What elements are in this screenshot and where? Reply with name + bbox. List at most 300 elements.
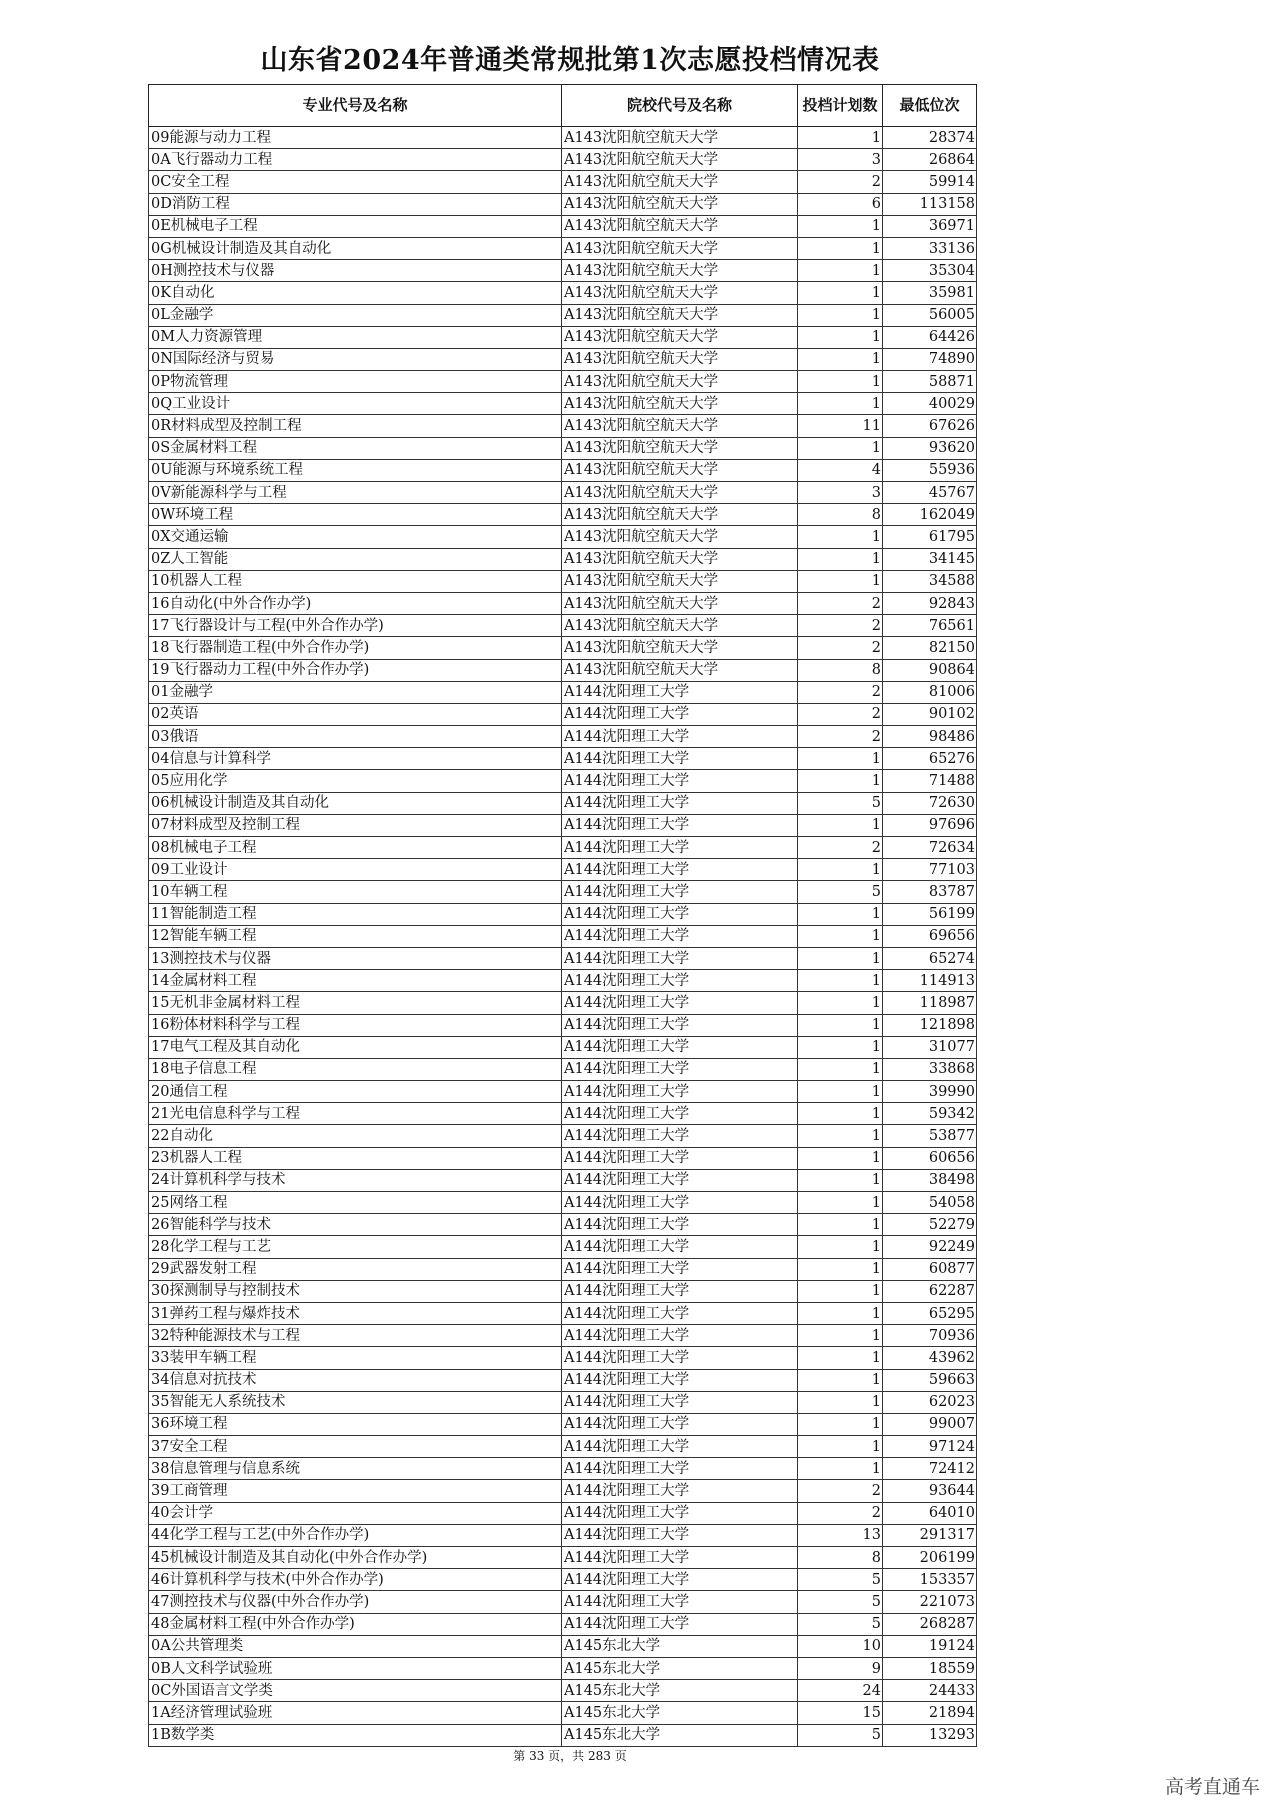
- cell-major: 16粉体材料科学与工程: [149, 1014, 562, 1036]
- cell-rank: 33868: [883, 1058, 977, 1080]
- table-row: [149, 548, 977, 570]
- cell-school: A143沈阳航空航天大学: [562, 237, 798, 259]
- cell-rank: 59663: [883, 1369, 977, 1391]
- cell-plan: 1: [798, 1391, 883, 1413]
- table-row: [149, 1081, 977, 1103]
- cell-rank: 39990: [883, 1081, 977, 1103]
- cell-major: 0Q工业设计: [149, 393, 562, 415]
- cell-rank: 76561: [883, 615, 977, 637]
- cell-plan: 1: [798, 770, 883, 792]
- cell-plan: 1: [798, 1103, 883, 1125]
- cell-major: 29武器发射工程: [149, 1258, 562, 1280]
- cell-rank: 92843: [883, 592, 977, 614]
- cell-plan: 1: [798, 1125, 883, 1147]
- table-row: [149, 1147, 977, 1169]
- cell-plan: 1: [798, 859, 883, 881]
- cell-major: 34信息对抗技术: [149, 1369, 562, 1391]
- cell-major: 06机械设计制造及其自动化: [149, 792, 562, 814]
- cell-major: 0C外国语言文学类: [149, 1680, 562, 1702]
- table-row: [149, 1058, 977, 1080]
- cell-plan: 2: [798, 1502, 883, 1524]
- table-row: [149, 681, 977, 703]
- cell-rank: 114913: [883, 970, 977, 992]
- table-row: [149, 570, 977, 592]
- table-row: [149, 304, 977, 326]
- cell-major: 14金属材料工程: [149, 970, 562, 992]
- table-row: [149, 1502, 977, 1524]
- cell-rank: 72630: [883, 792, 977, 814]
- cell-rank: 118987: [883, 992, 977, 1014]
- cell-school: A144沈阳理工大学: [562, 1036, 798, 1058]
- table-row: [149, 1613, 977, 1635]
- cell-plan: 1: [798, 947, 883, 969]
- cell-plan: 3: [798, 149, 883, 171]
- table-row: [149, 1125, 977, 1147]
- cell-plan: 11: [798, 415, 883, 437]
- cell-school: A144沈阳理工大学: [562, 859, 798, 881]
- cell-rank: 65274: [883, 947, 977, 969]
- table-row: [149, 1635, 977, 1657]
- cell-major: 48金属材料工程(中外合作办学): [149, 1613, 562, 1635]
- cell-plan: 2: [798, 726, 883, 748]
- table-header-row: [149, 85, 977, 127]
- cell-plan: 1: [798, 1236, 883, 1258]
- cell-plan: 1: [798, 526, 883, 548]
- cell-major: 05应用化学: [149, 770, 562, 792]
- table-row: [149, 726, 977, 748]
- cell-school: A143沈阳航空航天大学: [562, 304, 798, 326]
- cell-plan: 1: [798, 1280, 883, 1302]
- table-row: [149, 637, 977, 659]
- cell-plan: 1: [798, 1147, 883, 1169]
- table-row: [149, 526, 977, 548]
- cell-major: 44化学工程与工艺(中外合作办学): [149, 1524, 562, 1546]
- cell-rank: 18559: [883, 1657, 977, 1679]
- cell-plan: 2: [798, 171, 883, 193]
- table-row: [149, 1724, 977, 1746]
- cell-major: 28化学工程与工艺: [149, 1236, 562, 1258]
- cell-school: A143沈阳航空航天大学: [562, 348, 798, 370]
- cell-plan: 2: [798, 592, 883, 614]
- cell-school: A143沈阳航空航天大学: [562, 548, 798, 570]
- cell-rank: 62023: [883, 1391, 977, 1413]
- cell-major: 40会计学: [149, 1502, 562, 1524]
- cell-major: 10机器人工程: [149, 570, 562, 592]
- cell-rank: 291317: [883, 1524, 977, 1546]
- cell-plan: 6: [798, 193, 883, 215]
- cell-major: 09能源与动力工程: [149, 127, 562, 149]
- cell-major: 0P物流管理: [149, 371, 562, 393]
- cell-rank: 36971: [883, 215, 977, 237]
- table-row: [149, 1524, 977, 1546]
- cell-plan: 1: [798, 903, 883, 925]
- table-row: [149, 837, 977, 859]
- cell-major: 0Z人工智能: [149, 548, 562, 570]
- cell-rank: 33136: [883, 237, 977, 259]
- table-row: [149, 1236, 977, 1258]
- cell-rank: 21894: [883, 1702, 977, 1724]
- table-row: [149, 1192, 977, 1214]
- cell-school: A144沈阳理工大学: [562, 1214, 798, 1236]
- cell-plan: 2: [798, 837, 883, 859]
- table-row: [149, 1347, 977, 1369]
- table-row: [149, 1014, 977, 1036]
- table-row: [149, 1214, 977, 1236]
- table-row: [149, 1369, 977, 1391]
- cell-school: A144沈阳理工大学: [562, 681, 798, 703]
- cell-rank: 35981: [883, 282, 977, 304]
- cell-school: A144沈阳理工大学: [562, 1591, 798, 1613]
- cell-major: 22自动化: [149, 1125, 562, 1147]
- header-rank: 最低位次: [883, 85, 977, 127]
- cell-plan: 2: [798, 637, 883, 659]
- cell-school: A144沈阳理工大学: [562, 1302, 798, 1324]
- cell-school: A144沈阳理工大学: [562, 1413, 798, 1435]
- table-row: [149, 925, 977, 947]
- header-major: 专业代号及名称: [149, 85, 562, 127]
- cell-rank: 35304: [883, 260, 977, 282]
- cell-school: A144沈阳理工大学: [562, 1280, 798, 1302]
- cell-plan: 1: [798, 925, 883, 947]
- cell-school: A143沈阳航空航天大学: [562, 371, 798, 393]
- cell-school: A144沈阳理工大学: [562, 1502, 798, 1524]
- table-row: [149, 881, 977, 903]
- cell-rank: 97124: [883, 1436, 977, 1458]
- cell-rank: 113158: [883, 193, 977, 215]
- cell-major: 0V新能源科学与工程: [149, 482, 562, 504]
- cell-plan: 8: [798, 659, 883, 681]
- cell-plan: 15: [798, 1702, 883, 1724]
- cell-school: A144沈阳理工大学: [562, 1325, 798, 1347]
- cell-major: 38信息管理与信息系统: [149, 1458, 562, 1480]
- table-row: [149, 592, 977, 614]
- cell-major: 09工业设计: [149, 859, 562, 881]
- cell-major: 47测控技术与仪器(中外合作办学): [149, 1591, 562, 1613]
- cell-school: A144沈阳理工大学: [562, 1524, 798, 1546]
- table-row: [149, 171, 977, 193]
- cell-plan: 13: [798, 1524, 883, 1546]
- cell-school: A145东北大学: [562, 1657, 798, 1679]
- cell-plan: 1: [798, 814, 883, 836]
- cell-school: A143沈阳航空航天大学: [562, 260, 798, 282]
- cell-school: A143沈阳航空航天大学: [562, 526, 798, 548]
- cell-school: A144沈阳理工大学: [562, 1613, 798, 1635]
- cell-plan: 1: [798, 1214, 883, 1236]
- cell-major: 31弹药工程与爆炸技术: [149, 1302, 562, 1324]
- cell-school: A144沈阳理工大学: [562, 1458, 798, 1480]
- cell-plan: 5: [798, 881, 883, 903]
- cell-school: A143沈阳航空航天大学: [562, 637, 798, 659]
- cell-school: A144沈阳理工大学: [562, 1125, 798, 1147]
- table-row: [149, 1391, 977, 1413]
- cell-school: A144沈阳理工大学: [562, 1014, 798, 1036]
- cell-rank: 64426: [883, 326, 977, 348]
- cell-school: A143沈阳航空航天大学: [562, 149, 798, 171]
- table-row: [149, 970, 977, 992]
- cell-rank: 26864: [883, 149, 977, 171]
- cell-plan: 8: [798, 504, 883, 526]
- cell-major: 32特种能源技术与工程: [149, 1325, 562, 1347]
- table-row: [149, 1657, 977, 1679]
- cell-rank: 19124: [883, 1635, 977, 1657]
- table-row: [149, 1680, 977, 1702]
- cell-rank: 52279: [883, 1214, 977, 1236]
- cell-school: A144沈阳理工大学: [562, 1258, 798, 1280]
- cell-major: 39工商管理: [149, 1480, 562, 1502]
- cell-major: 25网络工程: [149, 1192, 562, 1214]
- cell-school: A143沈阳航空航天大学: [562, 659, 798, 681]
- cell-rank: 74890: [883, 348, 977, 370]
- table-row: [149, 415, 977, 437]
- cell-major: 18电子信息工程: [149, 1058, 562, 1080]
- table-row: [149, 348, 977, 370]
- cell-major: 0D消防工程: [149, 193, 562, 215]
- cell-school: A144沈阳理工大学: [562, 814, 798, 836]
- cell-major: 07材料成型及控制工程: [149, 814, 562, 836]
- cell-rank: 97696: [883, 814, 977, 836]
- table-row: [149, 1569, 977, 1591]
- table-row: [149, 326, 977, 348]
- cell-major: 0A飞行器动力工程: [149, 149, 562, 171]
- cell-school: A143沈阳航空航天大学: [562, 459, 798, 481]
- cell-major: 37安全工程: [149, 1436, 562, 1458]
- cell-rank: 71488: [883, 770, 977, 792]
- cell-school: A143沈阳航空航天大学: [562, 415, 798, 437]
- cell-school: A143沈阳航空航天大学: [562, 215, 798, 237]
- cell-major: 45机械设计制造及其自动化(中外合作办学): [149, 1547, 562, 1569]
- table-row: [149, 859, 977, 881]
- cell-plan: 4: [798, 459, 883, 481]
- cell-major: 0G机械设计制造及其自动化: [149, 237, 562, 259]
- table-row: [149, 615, 977, 637]
- table-row: [149, 237, 977, 259]
- cell-rank: 77103: [883, 859, 977, 881]
- cell-major: 0M人力资源管理: [149, 326, 562, 348]
- cell-school: A143沈阳航空航天大学: [562, 482, 798, 504]
- cell-plan: 1: [798, 1369, 883, 1391]
- cell-major: 0B人文科学试验班: [149, 1657, 562, 1679]
- cell-major: 0X交通运输: [149, 526, 562, 548]
- cell-plan: 24: [798, 1680, 883, 1702]
- cell-major: 15无机非金属材料工程: [149, 992, 562, 1014]
- table-row: [149, 1436, 977, 1458]
- page-title: 山东省2024年普通类常规批第1次志愿投档情况表: [260, 45, 880, 76]
- header-school: 院校代号及名称: [562, 85, 798, 127]
- cell-rank: 61795: [883, 526, 977, 548]
- cell-major: 21光电信息科学与工程: [149, 1103, 562, 1125]
- cell-rank: 59914: [883, 171, 977, 193]
- cell-school: A144沈阳理工大学: [562, 1569, 798, 1591]
- cell-rank: 121898: [883, 1014, 977, 1036]
- cell-rank: 221073: [883, 1591, 977, 1613]
- table-row: [149, 1036, 977, 1058]
- cell-plan: 1: [798, 304, 883, 326]
- cell-plan: 1: [798, 1325, 883, 1347]
- cell-plan: 1: [798, 570, 883, 592]
- cell-plan: 1: [798, 992, 883, 1014]
- table-row: [149, 1702, 977, 1724]
- cell-rank: 62287: [883, 1280, 977, 1302]
- table-row: [149, 1280, 977, 1302]
- cell-plan: 1: [798, 1014, 883, 1036]
- cell-school: A145东北大学: [562, 1635, 798, 1657]
- cell-plan: 1: [798, 1258, 883, 1280]
- cell-plan: 1: [798, 282, 883, 304]
- cell-school: A144沈阳理工大学: [562, 1236, 798, 1258]
- cell-plan: 5: [798, 1569, 883, 1591]
- cell-school: A144沈阳理工大学: [562, 1547, 798, 1569]
- cell-plan: 3: [798, 482, 883, 504]
- cell-school: A144沈阳理工大学: [562, 1169, 798, 1191]
- table-row: [149, 393, 977, 415]
- cell-rank: 34588: [883, 570, 977, 592]
- cell-rank: 60656: [883, 1147, 977, 1169]
- cell-school: A143沈阳航空航天大学: [562, 615, 798, 637]
- cell-school: A145东北大学: [562, 1724, 798, 1746]
- cell-rank: 268287: [883, 1613, 977, 1635]
- cell-major: 1A经济管理试验班: [149, 1702, 562, 1724]
- cell-school: A145东北大学: [562, 1680, 798, 1702]
- cell-plan: 1: [798, 1302, 883, 1324]
- cell-plan: 5: [798, 1724, 883, 1746]
- cell-rank: 65276: [883, 748, 977, 770]
- cell-plan: 1: [798, 1413, 883, 1435]
- cell-major: 23机器人工程: [149, 1147, 562, 1169]
- cell-major: 35智能无人系统技术: [149, 1391, 562, 1413]
- cell-plan: 1: [798, 260, 883, 282]
- cell-major: 0N国际经济与贸易: [149, 348, 562, 370]
- table-row: [149, 282, 977, 304]
- cell-plan: 2: [798, 1480, 883, 1502]
- header-plan: 投档计划数: [798, 85, 883, 127]
- cell-major: 0L金融学: [149, 304, 562, 326]
- cell-rank: 90864: [883, 659, 977, 681]
- cell-plan: 1: [798, 1058, 883, 1080]
- cell-school: A144沈阳理工大学: [562, 1480, 798, 1502]
- table-row: [149, 1458, 977, 1480]
- cell-plan: 1: [798, 1347, 883, 1369]
- cell-major: 0K自动化: [149, 282, 562, 304]
- cell-major: 0U能源与环境系统工程: [149, 459, 562, 481]
- admission-table: [148, 84, 977, 1747]
- cell-school: A144沈阳理工大学: [562, 1081, 798, 1103]
- table-row: [149, 814, 977, 836]
- cell-rank: 13293: [883, 1724, 977, 1746]
- cell-rank: 82150: [883, 637, 977, 659]
- cell-rank: 81006: [883, 681, 977, 703]
- cell-major: 02英语: [149, 703, 562, 725]
- cell-major: 10车辆工程: [149, 881, 562, 903]
- cell-major: 46计算机科学与技术(中外合作办学): [149, 1569, 562, 1591]
- cell-plan: 1: [798, 326, 883, 348]
- cell-rank: 34145: [883, 548, 977, 570]
- table-row: [149, 903, 977, 925]
- table-row: [149, 215, 977, 237]
- cell-major: 36环境工程: [149, 1413, 562, 1435]
- cell-school: A144沈阳理工大学: [562, 903, 798, 925]
- cell-major: 26智能科学与技术: [149, 1214, 562, 1236]
- cell-rank: 162049: [883, 504, 977, 526]
- cell-school: A144沈阳理工大学: [562, 837, 798, 859]
- cell-school: A143沈阳航空航天大学: [562, 127, 798, 149]
- cell-plan: 1: [798, 437, 883, 459]
- cell-rank: 90102: [883, 703, 977, 725]
- cell-school: A144沈阳理工大学: [562, 703, 798, 725]
- cell-rank: 45767: [883, 482, 977, 504]
- cell-plan: 5: [798, 792, 883, 814]
- cell-major: 0H测控技术与仪器: [149, 260, 562, 282]
- cell-school: A144沈阳理工大学: [562, 881, 798, 903]
- cell-plan: 9: [798, 1657, 883, 1679]
- table-row: [149, 770, 977, 792]
- cell-rank: 93644: [883, 1480, 977, 1502]
- cell-plan: 2: [798, 615, 883, 637]
- cell-plan: 1: [798, 970, 883, 992]
- cell-rank: 83787: [883, 881, 977, 903]
- cell-school: A144沈阳理工大学: [562, 947, 798, 969]
- cell-plan: 1: [798, 1458, 883, 1480]
- cell-plan: 1: [798, 371, 883, 393]
- table-row: [149, 193, 977, 215]
- cell-major: 16自动化(中外合作办学): [149, 592, 562, 614]
- cell-school: A143沈阳航空航天大学: [562, 570, 798, 592]
- cell-school: A143沈阳航空航天大学: [562, 282, 798, 304]
- cell-major: 0W环境工程: [149, 504, 562, 526]
- cell-school: A144沈阳理工大学: [562, 1103, 798, 1125]
- cell-plan: 1: [798, 1169, 883, 1191]
- cell-major: 04信息与计算科学: [149, 748, 562, 770]
- cell-school: A144沈阳理工大学: [562, 1058, 798, 1080]
- cell-school: A144沈阳理工大学: [562, 970, 798, 992]
- cell-school: A144沈阳理工大学: [562, 925, 798, 947]
- page-footer: 第 33 页，共 283 页: [513, 1749, 627, 1763]
- table-row: [149, 659, 977, 681]
- table-row: [149, 459, 977, 481]
- cell-rank: 65295: [883, 1302, 977, 1324]
- cell-plan: 1: [798, 127, 883, 149]
- cell-plan: 10: [798, 1635, 883, 1657]
- cell-plan: 1: [798, 348, 883, 370]
- table-row: [149, 1258, 977, 1280]
- cell-rank: 31077: [883, 1036, 977, 1058]
- cell-major: 24计算机科学与技术: [149, 1169, 562, 1191]
- table-row: [149, 792, 977, 814]
- cell-rank: 69656: [883, 925, 977, 947]
- table-row: [149, 1302, 977, 1324]
- table-row: [149, 504, 977, 526]
- cell-major: 0S金属材料工程: [149, 437, 562, 459]
- table-row: [149, 1169, 977, 1191]
- table-row: [149, 1480, 977, 1502]
- cell-plan: 1: [798, 748, 883, 770]
- cell-major: 30探测制导与控制技术: [149, 1280, 562, 1302]
- cell-rank: 43962: [883, 1347, 977, 1369]
- cell-major: 0E机械电子工程: [149, 215, 562, 237]
- cell-plan: 1: [798, 237, 883, 259]
- cell-plan: 2: [798, 703, 883, 725]
- cell-major: 0C安全工程: [149, 171, 562, 193]
- cell-school: A144沈阳理工大学: [562, 992, 798, 1014]
- cell-rank: 53877: [883, 1125, 977, 1147]
- table-row: [149, 947, 977, 969]
- cell-rank: 99007: [883, 1413, 977, 1435]
- cell-school: A143沈阳航空航天大学: [562, 592, 798, 614]
- cell-major: 0A公共管理类: [149, 1635, 562, 1657]
- cell-major: 13测控技术与仪器: [149, 947, 562, 969]
- cell-school: A143沈阳航空航天大学: [562, 437, 798, 459]
- table-row: [149, 1413, 977, 1435]
- cell-rank: 56005: [883, 304, 977, 326]
